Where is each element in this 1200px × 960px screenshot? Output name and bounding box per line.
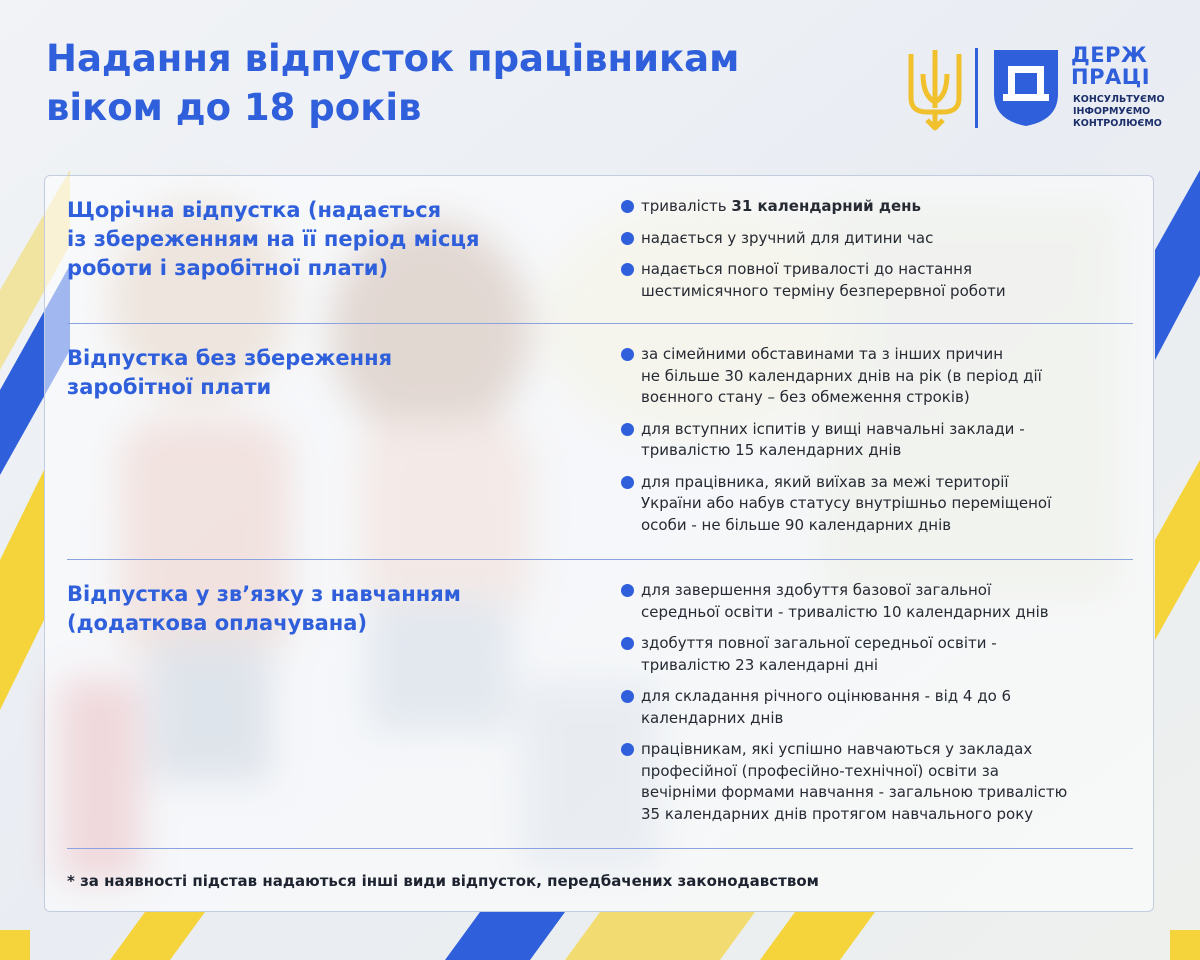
- derzhpratsi-logo: [905, 40, 1175, 140]
- list-item: надається у зручний для дитини час: [621, 228, 1141, 250]
- section-divider: [67, 848, 1133, 849]
- list-item: для складання річного оцінювання - від 4 до 6 календарних днів: [621, 686, 1141, 729]
- page-title-line-2: віком до 18 років: [46, 86, 422, 129]
- list-item: надається повної тривалості до настання шестимісячного терміну безперервної роботи: [621, 259, 1141, 302]
- logo-tagline-2: ІНФОРМУЄМО: [1073, 106, 1151, 117]
- logo-tagline-1: КОНСУЛЬТУЄМО: [1073, 94, 1165, 105]
- list-item: для вступних іспитів у вищі навчальні заклади - тривалістю 15 календарних днів: [621, 419, 1141, 462]
- section-title: Щорічна відпустка (надається із збереженням на її період місця роботи і заробітної плати): [67, 198, 480, 280]
- page-title: [46, 34, 826, 132]
- list-item: для працівника, який виїхав за межі території України або набув статусу внутрішньо переміщеної особи - не більше 90 календарних днів: [621, 472, 1141, 537]
- section-title: Відпустка без збереження заробітної плати: [67, 346, 393, 399]
- shield-icon: [990, 46, 1062, 128]
- trident-icon: [905, 46, 965, 132]
- section-items: [621, 196, 1141, 312]
- logo-tagline-3: КОНТРОЛЮЄМО: [1073, 118, 1162, 129]
- section-items: [621, 580, 1141, 835]
- logo-divider: [975, 48, 978, 128]
- section-divider: [67, 559, 1133, 560]
- list-item: тривалість 31 календарний день: [621, 196, 1141, 218]
- logo-name-line-2: ПРАЦІ: [1071, 65, 1151, 89]
- logo-tagline: [1073, 94, 1165, 130]
- list-item: за сімейними обставинами та з інших причин не більше 30 календарних днів на рік (в період дії воєнного стану – без обмеження строків): [621, 344, 1141, 409]
- section-items: [621, 344, 1141, 546]
- footnote: * за наявності підстав надаються інші види відпусток, передбачених законодавством: [67, 872, 819, 890]
- list-item: здобуття повної загальної середньої освіти - тривалістю 23 календарні дні: [621, 633, 1141, 676]
- logo-name: [1071, 44, 1150, 88]
- info-card: [44, 175, 1154, 912]
- page-title-line-1: Надання відпусток працівникам: [46, 37, 740, 80]
- section-title: Відпустка у зв’язку з навчанням (додаткова оплачувана): [67, 582, 461, 635]
- logo-name-line-1: ДЕРЖ: [1071, 43, 1148, 67]
- section-divider: [67, 323, 1133, 324]
- list-item: для завершення здобуття базової загальної середньої освіти - тривалістю 10 календарних днів: [621, 580, 1141, 623]
- list-item: працівникам, які успішно навчаються у закладах професійної (професійно-технічної) освіти за вечірніми формами навчання - загальною тривалістю 35 календарних днів протягом навчального року: [621, 739, 1141, 825]
